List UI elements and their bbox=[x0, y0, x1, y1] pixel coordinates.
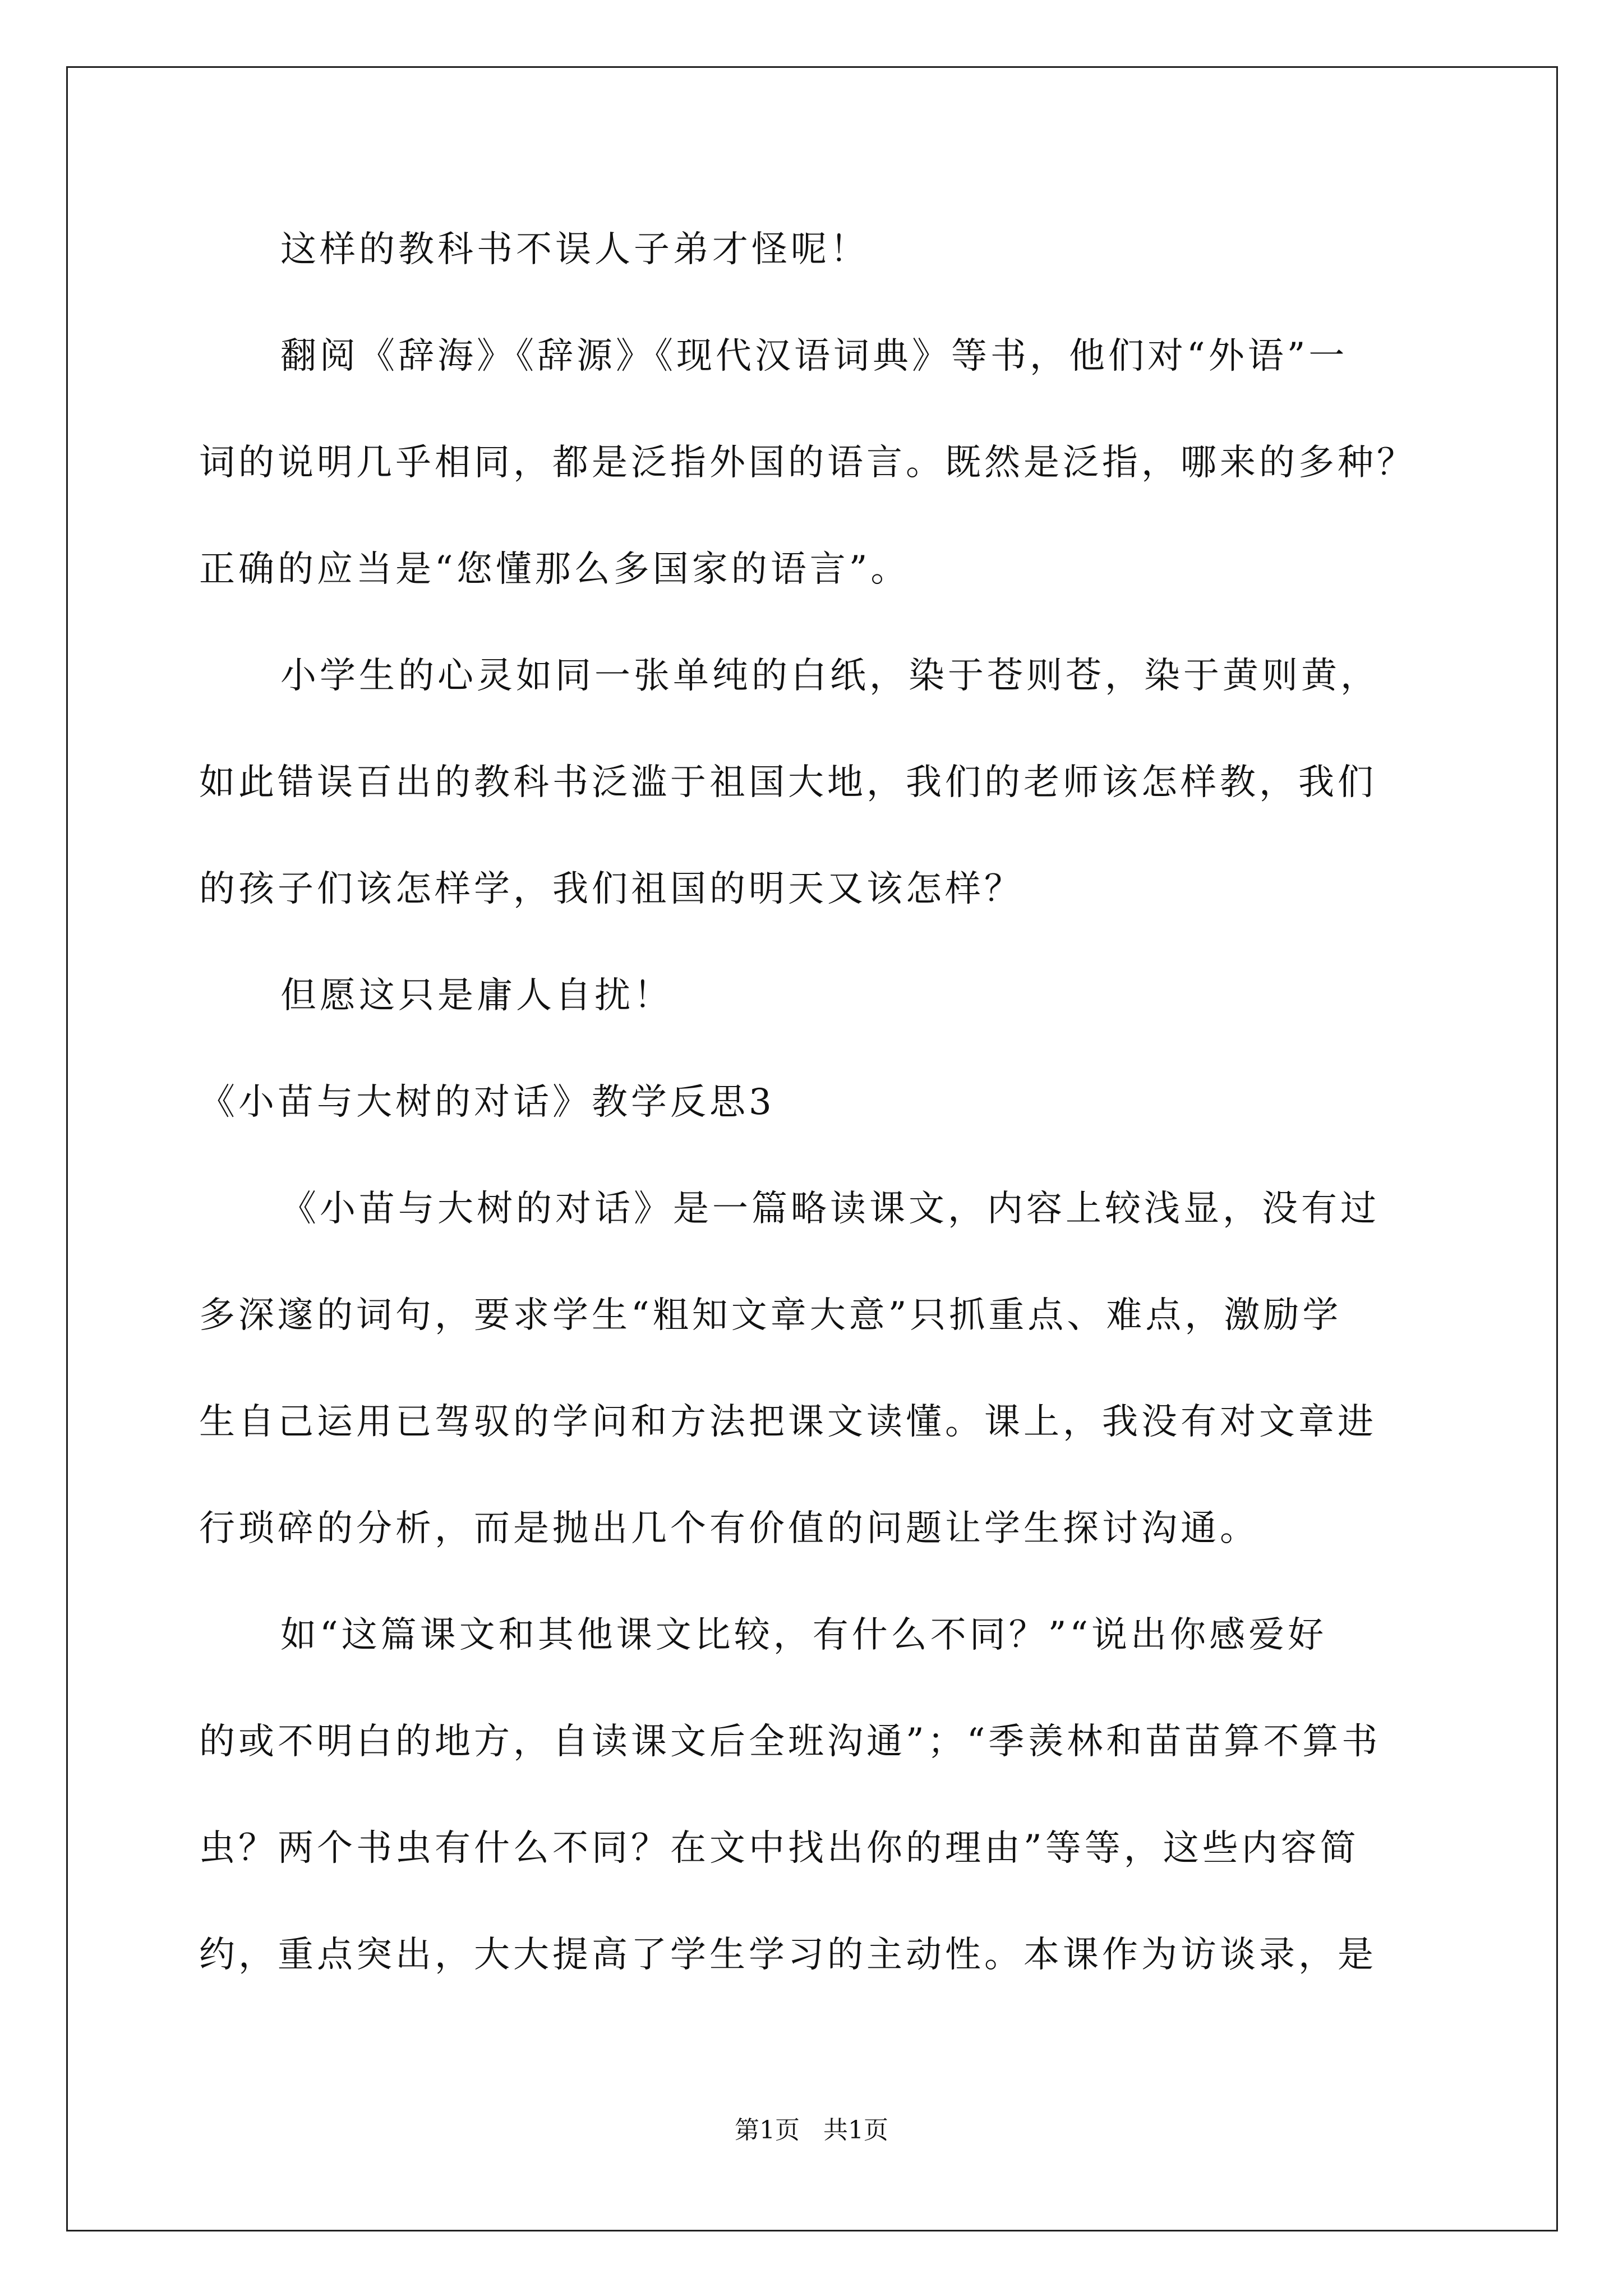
page-total: 共1页 bbox=[823, 2116, 888, 2145]
paragraph-line: 但愿这只是庸人自扰！ bbox=[280, 975, 673, 1016]
paragraph-line: 如“这篇课文和其他课文比较，有什么不同？”“说出你感爱好 bbox=[280, 1614, 1327, 1656]
paragraph-line: 小学生的心灵如同一张单纯的白纸，染于苍则苍，染于黄则黄， bbox=[280, 655, 1380, 697]
page-footer bbox=[0, 2115, 1623, 2146]
paragraph-line: 这样的教科书不误人子弟才怪呢！ bbox=[280, 229, 869, 270]
page-border bbox=[66, 66, 1558, 2231]
paragraph-line: 多深邃的词句，要求学生“粗知文章大意”只抓重点、难点，激励学 bbox=[199, 1295, 1342, 1336]
paragraph-line: 生自己运用已驾驭的学问和方法把课文读懂。课上，我没有对文章进 bbox=[199, 1401, 1377, 1443]
paragraph-line: 正确的应当是“您懂那么多国家的语言”。 bbox=[199, 549, 910, 590]
paragraph-line: 行琐碎的分析，而是抛出几个有价值的问题让学生探讨沟通。 bbox=[199, 1508, 1259, 1549]
page-number: 第1页 bbox=[735, 2116, 800, 2145]
paragraph-line: 约，重点突出，大大提高了学生学习的主动性。本课作为访谈录，是 bbox=[199, 1934, 1377, 1976]
section-heading: 《小苗与大树的对话》教学反思3 bbox=[199, 1082, 775, 1123]
paragraph-line: 的或不明白的地方，自读课文后全班沟通”；“季羡林和苗苗算不算书 bbox=[199, 1721, 1381, 1763]
paragraph-line: 的孩子们该怎样学，我们祖国的明天又该怎样？ bbox=[199, 868, 1023, 910]
paragraph-line: 如此错误百出的教科书泛滥于祖国大地，我们的老师该怎样教，我们 bbox=[199, 762, 1377, 803]
paragraph-line: 翻阅《辞海》《辞源》《现代汉语词典》等书，他们对“外语”一 bbox=[280, 335, 1348, 377]
paragraph-line: 《小苗与大树的对话》是一篇略读课文，内容上较浅显，没有过 bbox=[280, 1188, 1380, 1230]
paragraph-line: 词的说明几乎相同，都是泛指外国的语言。既然是泛指，哪来的多种？ bbox=[199, 442, 1416, 484]
paragraph-line: 虫？两个书虫有什么不同？在文中找出你的理由”等等，这些内容简 bbox=[199, 1828, 1359, 1869]
